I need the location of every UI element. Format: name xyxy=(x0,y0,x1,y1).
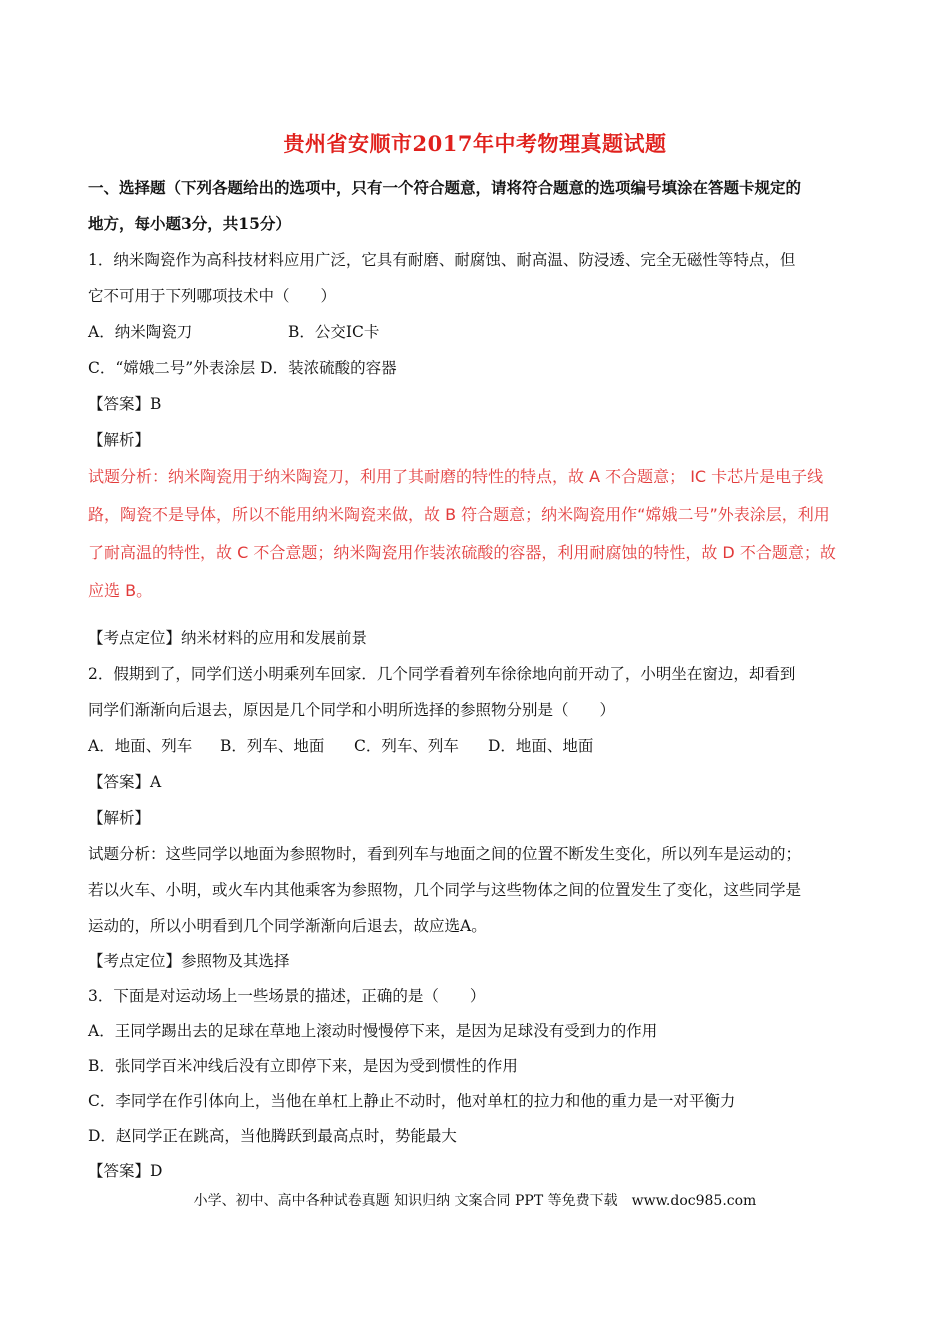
q2-options-row xyxy=(88,728,868,764)
q2-kaodian: 【考点定位】参照物及其选择 xyxy=(88,952,290,970)
page-title: 贵州省安顺市2017年中考物理真题试题 xyxy=(283,131,667,156)
q1-stem-line-2: 它不可用于下列哪项技术中（ ） xyxy=(88,287,337,305)
q2-analysis-label: 【解析】 xyxy=(88,809,151,827)
spacer xyxy=(88,610,868,620)
q1-analysis-line-2: 路，陶瓷不是导体，所以不能用纳米陶瓷来做，故 B 符合题意；纳米陶瓷用作“嫦娥二号”外表涂层，利用 xyxy=(88,505,830,524)
q1-option-a: A．纳米陶瓷刀 xyxy=(88,323,193,341)
exam-content xyxy=(88,170,868,1189)
q1-options-row-1 xyxy=(88,314,868,350)
q2-option-c: C．列车、列车 xyxy=(354,737,459,755)
q2-analysis-line-2: 若以火车、小明，或火车内其他乘客为参照物，几个同学与这些物体之间的位置发生了变化，这些同学是 xyxy=(88,881,802,899)
q1-kaodian: 【考点定位】纳米材料的应用和发展前景 xyxy=(88,629,368,647)
section-heading-line-1: 一、选择题（下列各题给出的选项中，只有一个符合题意，请将符合题意的选项编号填涂在答题卡规定的 xyxy=(88,178,802,197)
q1-options-row-2: C．“嫦娥二号”外表涂层 D．装浓硫酸的容器 xyxy=(88,359,397,377)
q1-stem-line-1: 1．纳米陶瓷作为高科技材料应用广泛，它具有耐磨、耐腐蚀、耐高温、防浸透、完全无磁性等特点，但 xyxy=(88,251,796,269)
q3-option-d: D．赵同学正在跳高，当他腾跃到最高点时，势能最大 xyxy=(88,1127,457,1145)
section-heading-line-2: 地方，每小题3分，共15分） xyxy=(88,214,291,233)
q2-option-b: B．列车、地面 xyxy=(220,737,325,755)
q1-analysis-line-3: 了耐高温的特性，故 C 不合意题；纳米陶瓷用作装浓硫酸的容器，利用耐腐蚀的特性，故 D 不合题意；故 xyxy=(88,543,836,562)
q2-stem-line-2: 同学们渐渐向后退去，原因是几个同学和小明所选择的参照物分别是（ ） xyxy=(88,701,616,719)
q1-option-b: B．公交IC卡 xyxy=(288,323,380,341)
q2-analysis-line-3: 运动的，所以小明看到几个同学渐渐向后退去，故应选A。 xyxy=(88,917,487,935)
q1-answer: 【答案】B xyxy=(88,395,162,413)
q2-answer: 【答案】A xyxy=(88,773,162,791)
q3-option-c: C．李同学在作引体向上，当他在单杠上静止不动时，他对单杠的拉力和他的重力是一对平衡力 xyxy=(88,1092,736,1110)
q1-analysis-line-4: 应选 B。 xyxy=(88,581,153,600)
q3-option-b: B．张同学百米冲线后没有立即停下来，是因为受到惯性的作用 xyxy=(88,1057,518,1075)
q3-stem: 3．下面是对运动场上一些场景的描述，正确的是（ ） xyxy=(88,987,486,1005)
q3-option-a: A．王同学踢出去的足球在草地上滚动时慢慢停下来，是因为足球没有受到力的作用 xyxy=(88,1022,658,1040)
q2-option-a: A．地面、列车 xyxy=(88,737,193,755)
q2-option-d: D．地面、地面 xyxy=(488,737,594,755)
q3-answer: 【答案】D xyxy=(88,1162,163,1180)
q1-analysis-line-1: 试题分析：纳米陶瓷用于纳米陶瓷刀，利用了其耐磨的特性的特点，故 A 不合题意； IC 卡芯片是电子线 xyxy=(88,467,824,486)
q2-stem-line-1: 2．假期到了，同学们送小明乘列车回家．几个同学看着列车徐徐地向前开动了，小明坐在窗边，却看到 xyxy=(88,665,796,683)
q2-analysis-line-1: 试题分析：这些同学以地面为参照物时，看到列车与地面之间的位置不断发生变化，所以列车是运动的； xyxy=(88,845,802,863)
page-footer: 小学、初中、高中各种试卷真题 知识归纳 文案合同 PPT 等免费下载 www.doc985.com xyxy=(193,1193,757,1209)
q1-analysis-label: 【解析】 xyxy=(88,431,151,449)
